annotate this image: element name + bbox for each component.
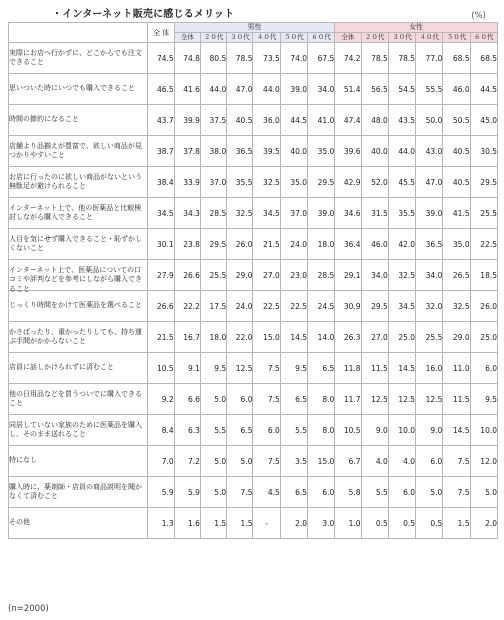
row-label-text: その他: [9, 518, 30, 527]
cell-female: 32.0: [416, 291, 443, 322]
row-label-text: 思いついた時にいつでも購入できること: [9, 84, 135, 93]
row-label: [9, 74, 148, 105]
cell-female: 44.5: [470, 74, 497, 105]
cell-female: 50.5: [443, 105, 470, 136]
cell-male: 36.5: [227, 136, 253, 167]
cell-female: 7.5: [443, 446, 470, 477]
cell-female: 9.5: [470, 384, 497, 415]
cell-male: 37.8: [174, 136, 200, 167]
cell-male: 34.5: [253, 198, 280, 229]
cell-total: 21.5: [148, 322, 174, 353]
cell-female: 34.6: [335, 198, 361, 229]
cell-female: 1.5: [443, 508, 470, 539]
header-male-20s: ２０代: [200, 33, 226, 43]
cell-male: 22.2: [174, 291, 200, 322]
cell-male: 22.5: [280, 291, 307, 322]
cell-female: 11.5: [361, 353, 388, 384]
row-label-text: 人目を気にせず購入できること・恥ずかしくないこと: [9, 234, 142, 252]
cell-male: 9.5: [280, 353, 307, 384]
cell-female: 34.0: [361, 260, 388, 291]
cell-male: 5.0: [200, 477, 226, 508]
cell-male: 6.3: [174, 415, 200, 446]
cell-female: 29.1: [335, 260, 361, 291]
survey-table: [8, 22, 498, 539]
table-row: [9, 508, 498, 539]
cell-female: 48.0: [361, 105, 388, 136]
cell-female: 46.0: [443, 74, 470, 105]
cell-male: 33.9: [174, 167, 200, 198]
cell-male: 32.5: [253, 167, 280, 198]
header-female-50s: ５０代: [443, 33, 470, 43]
cell-total: 38.4: [148, 167, 174, 198]
cell-female: 29.0: [443, 322, 470, 353]
cell-total: 10.5: [148, 353, 174, 384]
header-female-40s: ４０代: [416, 33, 443, 43]
cell-female: 12.5: [361, 384, 388, 415]
cell-female: 54.5: [388, 74, 415, 105]
cell-female: 0.5: [416, 508, 443, 539]
cell-male: 6.0: [227, 384, 253, 415]
cell-male: 7.2: [174, 446, 200, 477]
cell-male: 38.0: [200, 136, 226, 167]
cell-female: 6.0: [388, 477, 415, 508]
cell-male: 74.8: [174, 43, 200, 74]
cell-female: 16.0: [416, 353, 443, 384]
cell-female: 14.5: [443, 415, 470, 446]
cell-male: 35.0: [280, 167, 307, 198]
cell-male: 1.5: [227, 508, 253, 539]
cell-female: 32.5: [388, 260, 415, 291]
row-label: [9, 198, 148, 229]
cell-female: 47.4: [335, 105, 361, 136]
cell-male: 34.3: [174, 198, 200, 229]
row-label: [9, 446, 148, 477]
cell-female: 26.5: [443, 260, 470, 291]
row-label-text: インターネット上で、医薬品についての口コミや評判などを参考にしながら購入できること: [9, 265, 142, 293]
cell-male: 7.5: [253, 446, 280, 477]
cell-male: 39.5: [253, 136, 280, 167]
cell-female: 18.5: [470, 260, 497, 291]
table-row: [9, 105, 498, 136]
cell-male: 15.0: [253, 322, 280, 353]
cell-female: 50.0: [416, 105, 443, 136]
cell-male: 40.0: [280, 136, 307, 167]
cell-male: 5.0: [200, 446, 226, 477]
cell-male: 22.5: [253, 291, 280, 322]
cell-total: 74.5: [148, 43, 174, 74]
cell-male: 37.5: [200, 105, 226, 136]
row-label: [9, 136, 148, 167]
cell-male: 9.5: [200, 353, 226, 384]
sample-size-note: (n=2000): [8, 604, 49, 614]
header-male: 男性: [174, 23, 335, 33]
header-row-groups: [9, 23, 498, 33]
row-label: [9, 477, 148, 508]
cell-male: 1.6: [174, 508, 200, 539]
row-label: [9, 322, 148, 353]
cell-female: 4.0: [361, 446, 388, 477]
cell-male: 41.0: [308, 105, 335, 136]
cell-male: 17.5: [200, 291, 226, 322]
cell-male: 5.0: [227, 446, 253, 477]
cell-male: 8.0: [308, 384, 335, 415]
row-label-text: 同居していない家族のために医薬品を購入し、そのまま送れること: [9, 420, 142, 438]
cell-male: -: [253, 508, 280, 539]
header-corner: [9, 23, 148, 43]
cell-male: 44.5: [280, 105, 307, 136]
page-title: ・インターネット販売に感じるメリット: [52, 9, 235, 20]
cell-female: 25.0: [388, 322, 415, 353]
cell-male: 21.5: [253, 229, 280, 260]
row-label: [9, 353, 148, 384]
cell-male: 12.5: [227, 353, 253, 384]
cell-female: 10.0: [470, 415, 497, 446]
cell-female: 44.0: [388, 136, 415, 167]
cell-female: 36.4: [335, 229, 361, 260]
cell-female: 11.8: [335, 353, 361, 384]
cell-female: 35.0: [443, 229, 470, 260]
cell-male: 23.0: [280, 260, 307, 291]
header-female-30s: ３０代: [388, 33, 415, 43]
cell-female: 39.6: [335, 136, 361, 167]
cell-female: 36.5: [416, 229, 443, 260]
header-male-50s: ５０代: [280, 33, 307, 43]
cell-female: 4.0: [388, 446, 415, 477]
row-label: [9, 508, 148, 539]
cell-male: 44.0: [200, 74, 226, 105]
cell-female: 74.2: [335, 43, 361, 74]
cell-female: 6.0: [416, 446, 443, 477]
cell-female: 30.5: [470, 136, 497, 167]
row-label-text: 特になし: [9, 456, 37, 465]
cell-male: 6.6: [174, 384, 200, 415]
cell-female: 34.0: [416, 260, 443, 291]
cell-male: 22.0: [227, 322, 253, 353]
cell-female: 25.0: [470, 322, 497, 353]
header-female-all: 全体: [335, 33, 361, 43]
row-label: [9, 291, 148, 322]
table-row: [9, 322, 498, 353]
table-body: [9, 43, 498, 539]
cell-total: 38.7: [148, 136, 174, 167]
cell-male: 6.5: [280, 477, 307, 508]
cell-male: 80.5: [200, 43, 226, 74]
cell-female: 6.0: [470, 353, 497, 384]
unit-label: (%): [471, 11, 486, 21]
cell-female: 77.0: [416, 43, 443, 74]
cell-female: 52.0: [361, 167, 388, 198]
cell-male: 7.5: [253, 353, 280, 384]
cell-female: 11.7: [335, 384, 361, 415]
cell-male: 29.5: [308, 167, 335, 198]
cell-total: 34.5: [148, 198, 174, 229]
header-female-20s: ２０代: [361, 33, 388, 43]
cell-male: 24.0: [227, 291, 253, 322]
cell-male: 5.0: [200, 384, 226, 415]
cell-male: 7.5: [253, 384, 280, 415]
cell-female: 5.0: [416, 477, 443, 508]
cell-female: 12.5: [416, 384, 443, 415]
table-row: [9, 167, 498, 198]
cell-male: 35.0: [308, 136, 335, 167]
cell-male: 39.0: [280, 74, 307, 105]
cell-female: 78.5: [388, 43, 415, 74]
cell-female: 55.5: [416, 74, 443, 105]
cell-male: 27.0: [253, 260, 280, 291]
cell-male: 6.0: [308, 477, 335, 508]
row-label-text: 購入時に、薬剤師・店員の商品説明を聞かなくて済むこと: [9, 482, 142, 500]
cell-female: 51.4: [335, 74, 361, 105]
cell-male: 5.5: [280, 415, 307, 446]
table-row: [9, 136, 498, 167]
header-male-60s: ６０代: [308, 33, 335, 43]
cell-female: 40.5: [443, 167, 470, 198]
cell-female: 42.9: [335, 167, 361, 198]
header-total: 全 体: [148, 23, 174, 43]
row-label-text: 他の日用品などを買うついでに購入できること: [9, 389, 142, 407]
cell-male: 8.0: [308, 415, 335, 446]
table-row: [9, 291, 498, 322]
cell-male: 35.5: [227, 167, 253, 198]
cell-male: 37.0: [200, 167, 226, 198]
cell-female: 31.5: [361, 198, 388, 229]
header-female-60s: ６０代: [470, 33, 497, 43]
cell-male: 3.0: [308, 508, 335, 539]
cell-total: 9.2: [148, 384, 174, 415]
table-row: [9, 74, 498, 105]
cell-female: 26.0: [470, 291, 497, 322]
cell-female: 10.5: [335, 415, 361, 446]
cell-female: 2.0: [470, 508, 497, 539]
header-female: 女性: [335, 23, 498, 33]
cell-male: 6.5: [227, 415, 253, 446]
cell-male: 14.0: [308, 322, 335, 353]
cell-female: 45.5: [388, 167, 415, 198]
cell-female: 32.5: [443, 291, 470, 322]
cell-female: 29.5: [470, 167, 497, 198]
cell-male: 39.0: [308, 198, 335, 229]
row-label: [9, 105, 148, 136]
cell-female: 43.5: [388, 105, 415, 136]
cell-male: 1.5: [200, 508, 226, 539]
row-label: [9, 167, 148, 198]
cell-male: 32.5: [227, 198, 253, 229]
table-row: [9, 198, 498, 229]
row-label-text: インターネット上で、他の医薬品と比較検討しながら購入できること: [9, 203, 142, 221]
cell-male: 28.5: [200, 198, 226, 229]
table-row: [9, 477, 498, 508]
cell-female: 46.0: [361, 229, 388, 260]
cell-female: 14.5: [388, 353, 415, 384]
table-row: [9, 43, 498, 74]
cell-male: 47.0: [227, 74, 253, 105]
cell-male: 6.5: [280, 384, 307, 415]
cell-female: 5.0: [470, 477, 497, 508]
cell-female: 43.0: [416, 136, 443, 167]
cell-male: 44.0: [253, 74, 280, 105]
table-row: [9, 229, 498, 260]
table-row: [9, 384, 498, 415]
cell-female: 47.0: [416, 167, 443, 198]
cell-male: 6.5: [308, 353, 335, 384]
header-male-all: 全体: [174, 33, 200, 43]
cell-male: 23.8: [174, 229, 200, 260]
cell-female: 35.5: [388, 198, 415, 229]
cell-male: 24.5: [308, 291, 335, 322]
table-row: [9, 415, 498, 446]
cell-female: 42.0: [388, 229, 415, 260]
cell-female: 12.5: [388, 384, 415, 415]
cell-male: 29.0: [227, 260, 253, 291]
cell-female: 7.5: [443, 477, 470, 508]
cell-female: 12.0: [470, 446, 497, 477]
cell-male: 36.0: [253, 105, 280, 136]
cell-total: 26.6: [148, 291, 174, 322]
cell-female: 27.0: [361, 322, 388, 353]
row-label: [9, 260, 148, 291]
cell-female: 25.5: [416, 322, 443, 353]
cell-male: 26.6: [174, 260, 200, 291]
cell-male: 78.5: [227, 43, 253, 74]
cell-male: 2.0: [280, 508, 307, 539]
cell-male: 4.5: [253, 477, 280, 508]
cell-female: 11.0: [443, 353, 470, 384]
row-label-text: お店に行ったのに欲しい商品がないという無駄足が避けられること: [9, 172, 142, 190]
cell-male: 40.5: [227, 105, 253, 136]
cell-female: 0.5: [388, 508, 415, 539]
row-label: [9, 415, 148, 446]
cell-female: 22.5: [470, 229, 497, 260]
row-label-text: 店舗より品揃えが豊富で、欲しい商品が見つかりやすいこと: [9, 141, 142, 159]
cell-female: 56.5: [361, 74, 388, 105]
cell-female: 41.5: [443, 198, 470, 229]
row-label-text: 店員に話しかけられずに済むこと: [9, 363, 114, 372]
cell-male: 74.0: [280, 43, 307, 74]
cell-female: 9.0: [361, 415, 388, 446]
cell-female: 5.5: [361, 477, 388, 508]
cell-female: 40.5: [443, 136, 470, 167]
cell-male: 37.0: [280, 198, 307, 229]
cell-female: 6.7: [335, 446, 361, 477]
row-label-text: 実際にお店へ行かずに、どこからでも注文できること: [9, 48, 142, 66]
cell-male: 15.0: [308, 446, 335, 477]
cell-total: 27.9: [148, 260, 174, 291]
cell-male: 5.9: [174, 477, 200, 508]
cell-female: 68.5: [443, 43, 470, 74]
cell-male: 9.1: [174, 353, 200, 384]
cell-male: 18.0: [308, 229, 335, 260]
cell-male: 29.5: [200, 229, 226, 260]
row-label-text: かさばったり、重かったりしても、持ち運ぶ手間がかからないこと: [9, 327, 142, 345]
row-label: [9, 384, 148, 415]
cell-male: 3.5: [280, 446, 307, 477]
cell-total: 46.5: [148, 74, 174, 105]
cell-total: 5.9: [148, 477, 174, 508]
header-male-30s: ３０代: [227, 33, 253, 43]
row-label: [9, 43, 148, 74]
header-male-40s: ４０代: [253, 33, 280, 43]
table-row: [9, 353, 498, 384]
cell-total: 8.4: [148, 415, 174, 446]
cell-male: 73.5: [253, 43, 280, 74]
cell-female: 40.0: [361, 136, 388, 167]
cell-female: 5.8: [335, 477, 361, 508]
cell-total: 30.1: [148, 229, 174, 260]
table-row: [9, 446, 498, 477]
cell-male: 41.6: [174, 74, 200, 105]
cell-female: 11.5: [443, 384, 470, 415]
cell-male: 39.9: [174, 105, 200, 136]
cell-female: 45.0: [470, 105, 497, 136]
cell-male: 67.5: [308, 43, 335, 74]
cell-male: 16.7: [174, 322, 200, 353]
cell-male: 6.0: [253, 415, 280, 446]
cell-female: 1.0: [335, 508, 361, 539]
row-label-text: じっくり時間をかけて医薬品を選べること: [9, 301, 142, 310]
cell-male: 25.5: [200, 260, 226, 291]
cell-male: 14.5: [280, 322, 307, 353]
cell-female: 26.3: [335, 322, 361, 353]
cell-female: 29.5: [361, 291, 388, 322]
cell-male: 34.0: [308, 74, 335, 105]
cell-female: 39.0: [416, 198, 443, 229]
cell-total: 43.7: [148, 105, 174, 136]
cell-female: 34.5: [388, 291, 415, 322]
cell-female: 0.5: [361, 508, 388, 539]
cell-female: 25.5: [470, 198, 497, 229]
cell-female: 68.5: [470, 43, 497, 74]
cell-male: 24.0: [280, 229, 307, 260]
cell-male: 7.5: [227, 477, 253, 508]
cell-male: 5.5: [200, 415, 226, 446]
cell-male: 28.5: [308, 260, 335, 291]
cell-male: 26.0: [227, 229, 253, 260]
cell-female: 78.5: [361, 43, 388, 74]
row-label-text: 時間の節約になること: [9, 115, 79, 124]
cell-female: 10.0: [388, 415, 415, 446]
cell-total: 7.0: [148, 446, 174, 477]
cell-female: 30.9: [335, 291, 361, 322]
row-label: [9, 229, 148, 260]
table-row: [9, 260, 498, 291]
cell-total: 1.3: [148, 508, 174, 539]
cell-male: 18.0: [200, 322, 226, 353]
cell-female: 9.0: [416, 415, 443, 446]
